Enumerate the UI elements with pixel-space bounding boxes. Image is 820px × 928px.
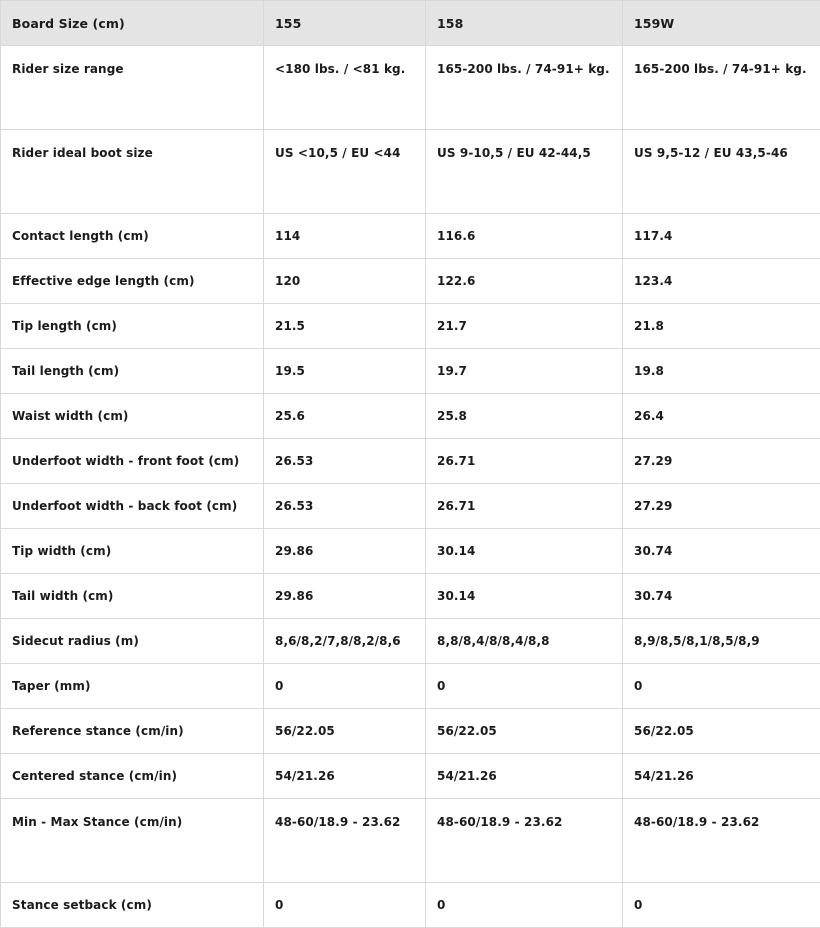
- header-size-155: 155: [264, 1, 426, 46]
- table-row: [1, 799, 820, 883]
- table-row: [1, 46, 820, 130]
- cell-159w: 19.8: [623, 349, 820, 394]
- table-header: [1, 1, 820, 46]
- header-size-158: 158: [426, 1, 623, 46]
- cell-159w: 0: [623, 883, 820, 928]
- cell-158: 21.7: [426, 304, 623, 349]
- row-label: Stance setback (cm): [1, 883, 264, 928]
- cell-159w: 165-200 lbs. / 74-91+ kg.: [623, 46, 820, 130]
- cell-159w: 21.8: [623, 304, 820, 349]
- row-label: Tail width (cm): [1, 574, 264, 619]
- table-row: [1, 394, 820, 439]
- table-row: [1, 349, 820, 394]
- cell-155: 0: [264, 664, 426, 709]
- cell-155: 26.53: [264, 439, 426, 484]
- row-label: Contact length (cm): [1, 214, 264, 259]
- cell-155: 29.86: [264, 529, 426, 574]
- row-label: Tip length (cm): [1, 304, 264, 349]
- cell-155: 48-60/18.9 - 23.62: [264, 799, 426, 883]
- cell-159w: 123.4: [623, 259, 820, 304]
- cell-158: 0: [426, 883, 623, 928]
- cell-155: 8,6/8,2/7,8/8,2/8,6: [264, 619, 426, 664]
- cell-158: 0: [426, 664, 623, 709]
- row-label: Rider size range: [1, 46, 264, 130]
- row-label: Tail length (cm): [1, 349, 264, 394]
- header-board-size: Board Size (cm): [1, 1, 264, 46]
- cell-155: 29.86: [264, 574, 426, 619]
- cell-158: 56/22.05: [426, 709, 623, 754]
- cell-159w: 117.4: [623, 214, 820, 259]
- table-row: [1, 259, 820, 304]
- cell-155: 21.5: [264, 304, 426, 349]
- cell-158: 48-60/18.9 - 23.62: [426, 799, 623, 883]
- cell-155: <180 lbs. / <81 kg.: [264, 46, 426, 130]
- cell-155: 54/21.26: [264, 754, 426, 799]
- table-row: [1, 619, 820, 664]
- cell-159w: 27.29: [623, 439, 820, 484]
- cell-155: US <10,5 / EU <44: [264, 130, 426, 214]
- cell-159w: US 9,5-12 / EU 43,5-46: [623, 130, 820, 214]
- cell-159w: 56/22.05: [623, 709, 820, 754]
- row-label: Reference stance (cm/in): [1, 709, 264, 754]
- cell-159w: 0: [623, 664, 820, 709]
- table-row: [1, 130, 820, 214]
- cell-158: 165-200 lbs. / 74-91+ kg.: [426, 46, 623, 130]
- header-row: [1, 1, 820, 46]
- cell-159w: 26.4: [623, 394, 820, 439]
- row-label: Rider ideal boot size: [1, 130, 264, 214]
- table-row: [1, 574, 820, 619]
- table-row: [1, 304, 820, 349]
- table-body: [1, 46, 820, 928]
- cell-158: 54/21.26: [426, 754, 623, 799]
- cell-159w: 30.74: [623, 529, 820, 574]
- cell-159w: 54/21.26: [623, 754, 820, 799]
- row-label: Underfoot width - front foot (cm): [1, 439, 264, 484]
- row-label: Effective edge length (cm): [1, 259, 264, 304]
- cell-159w: 30.74: [623, 574, 820, 619]
- cell-155: 56/22.05: [264, 709, 426, 754]
- row-label: Tip width (cm): [1, 529, 264, 574]
- table-row: [1, 664, 820, 709]
- cell-155: 114: [264, 214, 426, 259]
- cell-158: 26.71: [426, 484, 623, 529]
- table-row: [1, 529, 820, 574]
- cell-159w: 27.29: [623, 484, 820, 529]
- cell-155: 26.53: [264, 484, 426, 529]
- table-row: [1, 709, 820, 754]
- cell-158: US 9-10,5 / EU 42-44,5: [426, 130, 623, 214]
- row-label: Centered stance (cm/in): [1, 754, 264, 799]
- cell-155: 0: [264, 883, 426, 928]
- cell-155: 25.6: [264, 394, 426, 439]
- row-label: Waist width (cm): [1, 394, 264, 439]
- table-row: [1, 484, 820, 529]
- table-row: [1, 214, 820, 259]
- cell-155: 19.5: [264, 349, 426, 394]
- table-row: [1, 754, 820, 799]
- row-label: Underfoot width - back foot (cm): [1, 484, 264, 529]
- cell-158: 26.71: [426, 439, 623, 484]
- cell-158: 30.14: [426, 574, 623, 619]
- cell-158: 30.14: [426, 529, 623, 574]
- cell-158: 25.8: [426, 394, 623, 439]
- row-label: Taper (mm): [1, 664, 264, 709]
- row-label: Min - Max Stance (cm/in): [1, 799, 264, 883]
- cell-158: 19.7: [426, 349, 623, 394]
- cell-155: 120: [264, 259, 426, 304]
- header-size-159w: 159W: [623, 1, 820, 46]
- table-row: [1, 439, 820, 484]
- cell-158: 8,8/8,4/8/8,4/8,8: [426, 619, 623, 664]
- cell-158: 116.6: [426, 214, 623, 259]
- cell-159w: 48-60/18.9 - 23.62: [623, 799, 820, 883]
- cell-159w: 8,9/8,5/8,1/8,5/8,9: [623, 619, 820, 664]
- table-row: [1, 883, 820, 928]
- row-label: Sidecut radius (m): [1, 619, 264, 664]
- cell-158: 122.6: [426, 259, 623, 304]
